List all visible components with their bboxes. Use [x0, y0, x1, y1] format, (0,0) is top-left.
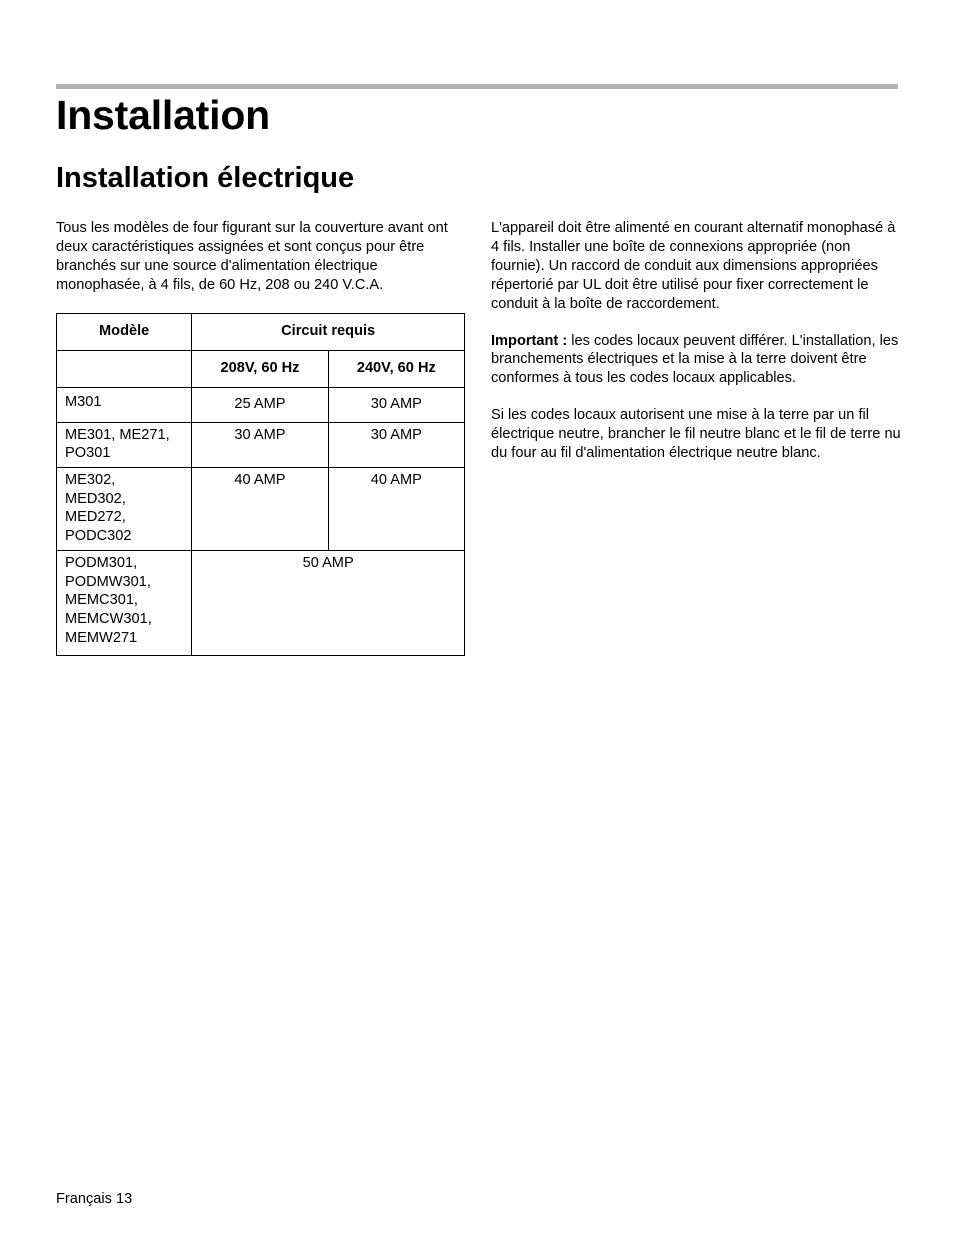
amp-240-cell: 40 AMP — [328, 468, 464, 551]
amp-240-cell: 30 AMP — [328, 387, 464, 422]
model-cell: ME301, ME271, PO301 — [57, 422, 192, 467]
amp-208-cell: 30 AMP — [192, 422, 328, 467]
table-header-row — [57, 313, 465, 350]
header-208v: 208V, 60 Hz — [192, 350, 328, 387]
table-row — [57, 550, 465, 656]
section-title: Installation électrique — [56, 162, 355, 194]
amp-both-cell: 50 AMP — [192, 550, 465, 656]
important-text: les codes locaux peuvent différer. L'installation, les branchements électriques et la mise à la terre doivent être conformes à tous les codes locaux applicables. — [491, 332, 899, 387]
table-subheader-row — [57, 350, 465, 387]
important-paragraph — [491, 332, 901, 389]
model-cell: PODM301, PODMW301, MEMC301, MEMCW301, MEMW271 — [57, 550, 192, 656]
intro-paragraph: Tous les modèles de four figurant sur la couverture avant ont deux caractéristiques assignées et sont conçus pour être branchés sur une source d'alimentation électrique monophasée, à 4 fils, de 60 Hz, 208 ou 240 V.C.A. — [56, 220, 448, 293]
table-row — [57, 387, 465, 422]
page-number: Français 13 — [56, 1191, 133, 1207]
header-empty-cell — [57, 350, 192, 387]
grounding-paragraph: Si les codes locaux autorisent une mise à la terre par un fil électrique neutre, brancher le fil neutre blanc et le fil de terre nu du four au fil d'alimentation électrique neutre blanc. — [491, 407, 901, 462]
power-supply-paragraph: L'appareil doit être alimenté en courant alternatif monophasé à 4 fils. Installer une boîte de connexions appropriée (non fournie). Un raccord de conduit aux dimensions appropriées répertorié par UL doit être utilisé pour fixer correctement le conduit à la boîte de raccordement. — [491, 220, 896, 312]
important-label: Important : — [491, 332, 568, 349]
header-240v: 240V, 60 Hz — [328, 350, 464, 387]
amp-208-cell: 40 AMP — [192, 468, 328, 551]
right-column — [491, 219, 901, 481]
page-title: Installation — [56, 92, 271, 138]
left-column — [56, 219, 466, 656]
amp-240-cell: 30 AMP — [328, 422, 464, 467]
header-circuit: Circuit requis — [192, 313, 465, 350]
top-rule — [56, 84, 898, 89]
circuit-table — [56, 313, 465, 657]
model-cell: ME302, MED302, MED272, PODC302 — [57, 468, 192, 551]
table-row — [57, 422, 465, 467]
table-row — [57, 468, 465, 551]
header-model: Modèle — [57, 313, 192, 350]
amp-208-cell: 25 AMP — [192, 387, 328, 422]
model-cell: M301 — [57, 387, 192, 422]
